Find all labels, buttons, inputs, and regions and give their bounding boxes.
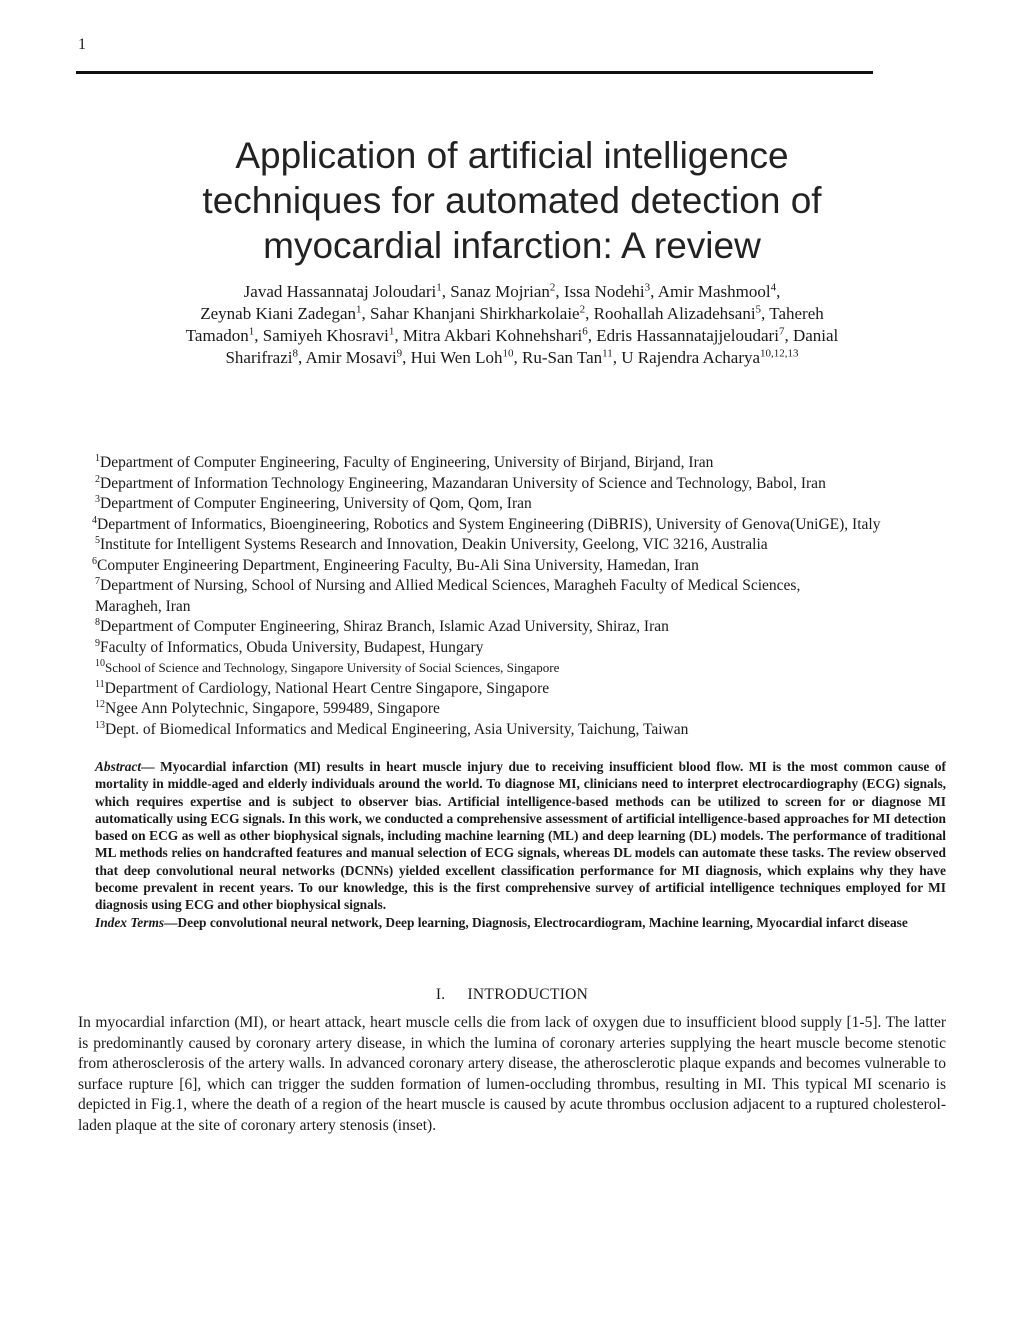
author-name: Samiyeh Khosravi bbox=[262, 326, 389, 345]
author-sup: 6 bbox=[582, 325, 588, 338]
affiliation-text: Department of Computer Engineering, Faculty of Engineering, University of Birjand, Birjand, Iran bbox=[100, 454, 714, 471]
title-line: Application of artificial intelligence bbox=[235, 134, 789, 176]
section-heading bbox=[0, 986, 1024, 1004]
author-name: Amir Mashmool bbox=[657, 282, 771, 301]
introduction-paragraph: In myocardial infarction (MI), or heart attack, heart muscle cells die from lack of oxygen due to insufficient blood supply [1-5]. The latter is predominantly caused by coronary artery disease, in which the lumina of coronary arteries supplying the heart muscle become stenotic from atherosclerosis of the artery walls. In advanced coronary artery disease, the atherosclerotic plaque expands and becomes vulnerable to surface rupture [6], which can trigger the sudden formation of lumen-occluding thrombus, resulting in MI. This typical MI scenario is depicted in Fig.1, where the death of a region of the heart muscle is caused by acute thrombus occlusion adjacent to a ruptured cholesterol-laden plaque at the site of coronary artery stenosis (inset). bbox=[78, 1014, 946, 1134]
affiliation-sup: 4 bbox=[92, 514, 97, 526]
affiliation-sup: 13 bbox=[95, 719, 105, 731]
title-line: techniques for automated detection of bbox=[202, 179, 822, 221]
affiliation-item bbox=[95, 617, 975, 638]
affiliation-sup: 2 bbox=[95, 473, 100, 485]
affiliation-item bbox=[95, 535, 975, 556]
section-number: I. bbox=[435, 986, 446, 1003]
author-line: Sharifrazi$^8$, Amir Mosavi$^9$, Hui Wen Loh$^{10}$, Ru-San Tan$^{11}$, U Rajendra Acharya$^{10,12,13}$ bbox=[225, 347, 799, 367]
affiliation-sup: 9 bbox=[95, 637, 100, 649]
affiliation-sup: 10 bbox=[95, 657, 105, 669]
author-sup: 7 bbox=[778, 325, 785, 338]
affiliation-text: Dept. of Biomedical Informatics and Medical Engineering, Asia University, Taichung, Taiwan bbox=[105, 720, 689, 738]
author-name: U Rajendra Acharya bbox=[621, 348, 761, 367]
affiliation-sup: 5 bbox=[95, 534, 100, 546]
affiliation-text: Department of Computer Engineering, University of Qom, Qom, Iran bbox=[100, 495, 532, 512]
author-name: Sahar Khanjani Shirkharkolaie bbox=[370, 304, 580, 323]
author-name-part: Sharifrazi bbox=[225, 348, 293, 367]
author-name: Hui Wen Loh bbox=[410, 348, 503, 367]
affiliation-text: Department of Computer Engineering, Shiraz Branch, Islamic Azad University, Shiraz, Iran bbox=[100, 618, 669, 635]
affiliation-sup: 8 bbox=[95, 616, 100, 628]
author-name-part: Danial bbox=[792, 326, 839, 345]
index-terms-dash: — bbox=[164, 914, 178, 930]
abstract-label: Abstract bbox=[95, 759, 142, 774]
affiliation-sup: 3 bbox=[95, 493, 100, 505]
affiliation-item bbox=[95, 720, 975, 741]
affiliation-text: Department of Nursing, School of Nursing and Allied Medical Sciences, Maragheh Faculty of Medical Sciences, bbox=[100, 577, 801, 594]
author-name: Edris Hassannatajjeloudari bbox=[596, 326, 779, 345]
affiliation-item bbox=[95, 699, 975, 720]
affiliation-item bbox=[92, 556, 975, 577]
affiliation-item bbox=[92, 515, 975, 536]
affiliation-item bbox=[95, 576, 975, 597]
affiliation-sup: 7 bbox=[95, 575, 100, 587]
author-sup: 8 bbox=[292, 347, 298, 360]
index-terms-label: Index Terms bbox=[95, 914, 165, 930]
introduction-body bbox=[78, 1013, 946, 1136]
author-name: Ru-San Tan bbox=[521, 348, 603, 367]
affiliation-text: School of Science and Technology, Singapore University of Social Sciences, Singapore bbox=[105, 660, 560, 675]
affiliation-item bbox=[95, 658, 975, 679]
affiliation-item bbox=[95, 453, 975, 474]
paper-title bbox=[100, 133, 924, 268]
author-sup: 11 bbox=[602, 347, 613, 360]
author-name: Roohallah Alizadehsani bbox=[593, 304, 756, 323]
author-name: Zeynab Kiani Zadegan bbox=[200, 304, 356, 323]
affiliation-text: Department of Informatics, Bioengineering, Robotics and System Engineering (DiBRIS), University of Genova(UniGE), Italy bbox=[97, 515, 881, 533]
affiliation-sup: 12 bbox=[95, 698, 105, 710]
abstract-text: Myocardial infarction (MI) results in heart muscle injury due to receiving insufficient blood flow. MI is the most common cause of mortality in middle-aged and elderly individuals around the world. To diagnose MI, clinicians need to interpret electrocardiography (ECG) signals, which requires expertise and is subject to observer bias. Artificial intelligence-based methods can be utilized to screen for or diagnose MI automatically using ECG signals. In this work, we conducted a comprehensive assessment of artificial intelligence-based approaches for MI detection based on ECG as well as other biophysical signals, including machine learning (ML) and deep learning (DL) models. The performance of traditional ML methods relies on handcrafted features and manual selection of ECG signals, whereas DL models can automate these tasks. The review observed that deep convolutional neural networks (DCNNs) yielded excellent classification performance for MI diagnosis, which explains why they have become prevalent in recent years. To our knowledge, this is the first comprehensive survey of artificial intelligence techniques employed for MI diagnosis using ECG and other biophysical signals. bbox=[95, 759, 947, 913]
author-sup: 3 bbox=[644, 281, 651, 294]
author-sup: 4 bbox=[770, 281, 777, 294]
affiliation-sup: 6 bbox=[92, 555, 97, 567]
author-line: Javad Hassannataj Joloudari$^1$, Sanaz Mojrian$^2$, Issa Nodehi$^3$, Amir Mashmool$^4$, bbox=[243, 281, 781, 301]
author-line: Zeynab Kiani Zadegan$^1$, Sahar Khanjani Shirkharkolaie$^2$, Roohallah Alizadehsani$^5$, Tahereh bbox=[200, 303, 824, 323]
affiliation-item bbox=[95, 679, 975, 700]
author-sup: 2 bbox=[579, 303, 586, 316]
affiliation-continuation: Maragheh, Iran bbox=[95, 597, 191, 615]
affiliation-text: Department of Cardiology, National Heart Centre Singapore, Singapore bbox=[104, 679, 550, 697]
index-terms-text: Deep convolutional neural network, Deep learning, Diagnosis, Electrocardiogram, Machine learning, Myocardial infarct disease bbox=[177, 914, 908, 930]
affiliation-item bbox=[95, 638, 975, 659]
author-list bbox=[120, 281, 904, 369]
author-sup: 1 bbox=[248, 325, 255, 338]
author-sup: 2 bbox=[549, 281, 556, 294]
affiliation-text: Computer Engineering Department, Engineering Faculty, Bu-Ali Sina University, Hamedan, Iran bbox=[97, 556, 699, 574]
author-name: Javad Hassannataj Joloudari bbox=[243, 282, 437, 301]
author-name-part: Tahereh bbox=[769, 304, 824, 323]
author-sup: 1 bbox=[436, 281, 442, 294]
affiliation-sup: 11 bbox=[95, 678, 105, 690]
author-sup: 5 bbox=[755, 303, 762, 316]
index-terms bbox=[78, 914, 946, 931]
author-line: Tamadon$^1$, Samiyeh Khosravi$^1$, Mitra Akbari Kohnehshari$^6$, Edris Hassannatajjeloudari$^7$, Danial bbox=[185, 325, 839, 345]
affiliation-item bbox=[95, 474, 975, 495]
affiliation-text: Department of Information Technology Engineering, Mazandaran University of Science and Technology, Babol, Iran bbox=[100, 474, 826, 492]
page-number: 1 bbox=[78, 36, 86, 53]
author-name: Issa Nodehi bbox=[563, 282, 645, 301]
affiliation-text: Ngee Ann Polytechnic, Singapore, 599489, Singapore bbox=[105, 700, 440, 717]
title-line: myocardial infarction: A review bbox=[263, 224, 761, 266]
affiliation-text: Faculty of Informatics, Obuda University, Budapest, Hungary bbox=[100, 638, 484, 656]
abstract-dash: — bbox=[141, 759, 161, 774]
abstract-paragraph bbox=[78, 758, 946, 914]
author-name: Amir Mosavi bbox=[305, 348, 397, 367]
affiliation-text: Institute for Intelligent Systems Research and Innovation, Deakin University, Geelong, VIC 3216, Australia bbox=[100, 536, 768, 553]
affiliation-item bbox=[95, 494, 975, 515]
author-sup: 10,12,13 bbox=[760, 347, 799, 360]
section-title: INTRODUCTION bbox=[467, 986, 589, 1003]
affiliation-sup: 1 bbox=[95, 452, 100, 464]
author-sup: 1 bbox=[388, 325, 395, 338]
affiliation-list bbox=[92, 452, 975, 740]
author-sup: 10 bbox=[502, 347, 514, 360]
author-name-part: Tamadon bbox=[185, 326, 249, 345]
author-sup: 1 bbox=[356, 303, 362, 316]
header-rule bbox=[76, 71, 873, 74]
author-name: Sanaz Mojrian bbox=[450, 282, 550, 301]
author-sup: 9 bbox=[396, 347, 403, 360]
abstract bbox=[78, 758, 946, 931]
author-name: Mitra Akbari Kohnehshari bbox=[402, 326, 583, 345]
